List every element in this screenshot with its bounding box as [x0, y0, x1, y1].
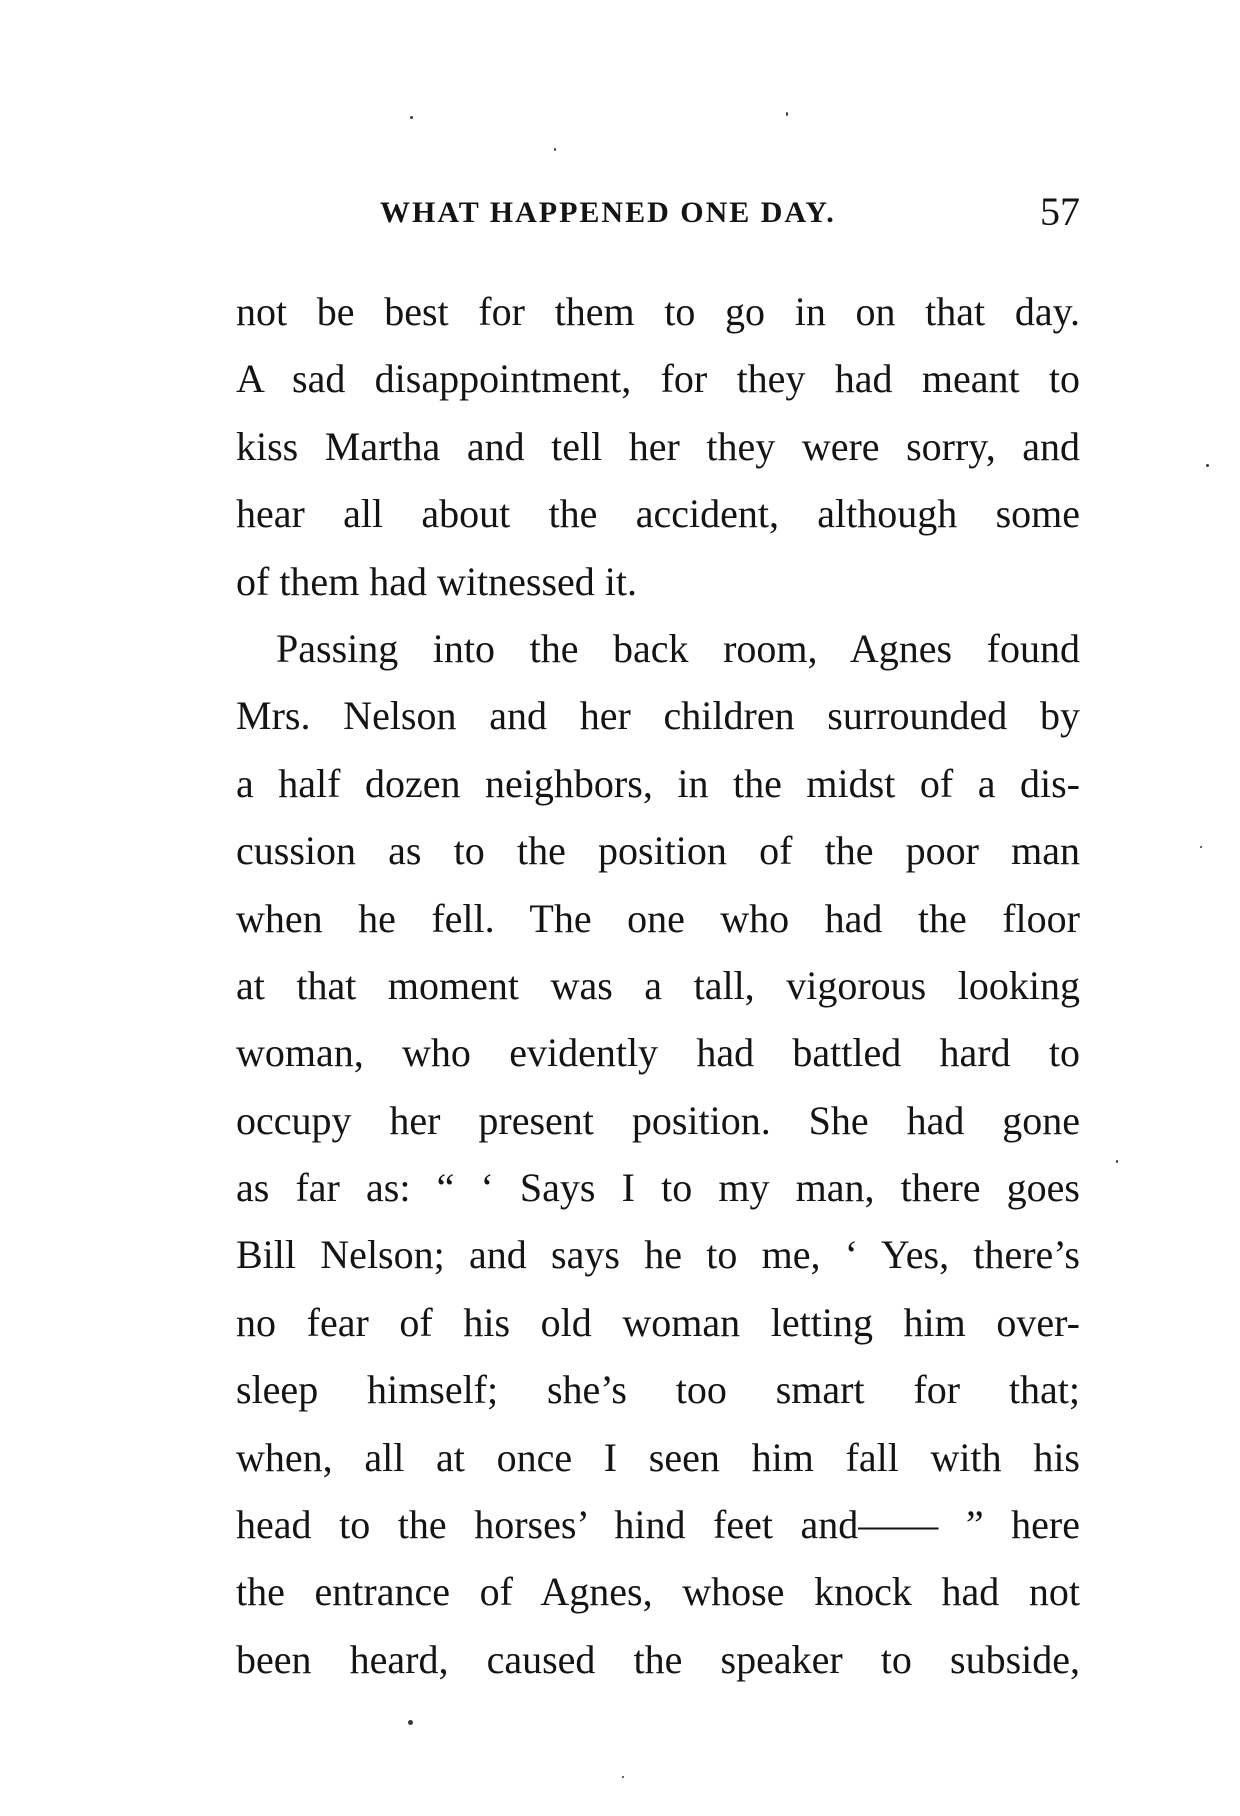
text-line: woman, who evidently had battled hard to	[236, 1030, 1080, 1076]
text-line: sleep himself; she’s too smart for that;	[236, 1367, 1080, 1413]
text-line: not be best for them to go in on that day.	[236, 289, 1080, 334]
text-line: of them had witnessed it.	[236, 558, 638, 604]
text-line: when, all at once I seen him fall with his	[236, 1434, 1080, 1480]
paragraph-1	[236, 278, 1080, 615]
paper-speck	[554, 148, 556, 151]
text-line: as far as: “ ‘ Says I to my man, there goes	[236, 1165, 1080, 1211]
running-title: WHAT HAPPENED ONE DAY.	[380, 196, 836, 229]
text-line: A sad disappointment, for they had meant to	[236, 356, 1080, 402]
paper-speck	[1116, 1160, 1118, 1163]
text-line: no fear of his old woman letting him over-	[236, 1299, 1080, 1345]
paragraph-2	[236, 615, 1080, 1693]
text-line: Bill Nelson; and says he to me, ‘ Yes, there’s	[236, 1232, 1080, 1278]
paper-speck	[622, 1776, 624, 1778]
text-line: cussion as to the position of the poor man	[236, 828, 1080, 874]
text-line: at that moment was a tall, vigorous looking	[236, 962, 1080, 1008]
running-head	[380, 188, 1080, 238]
text-line: Passing into the back room, Agnes found	[276, 625, 1080, 671]
text-line: kiss Martha and tell her they were sorry, and	[236, 423, 1080, 469]
text-line: Mrs. Nelson and her children surrounded by	[236, 693, 1080, 739]
paper-speck	[410, 116, 413, 119]
text-line: occupy her present position. She had gone	[236, 1097, 1080, 1143]
text-line: when he fell. The one who had the floor	[236, 895, 1080, 941]
text-line: the entrance of Agnes, whose knock had not	[236, 1569, 1080, 1615]
text-line: a half dozen neighbors, in the midst of a dis-	[236, 760, 1080, 806]
body-text	[236, 278, 1080, 1693]
paper-speck	[786, 112, 788, 116]
paper-speck	[1200, 846, 1202, 848]
paper-speck	[1206, 464, 1209, 467]
paper-speck	[408, 1720, 413, 1725]
text-line: hear all about the accident, although some	[236, 491, 1080, 537]
text-line: been heard, caused the speaker to subside,	[236, 1636, 1080, 1682]
text-line: head to the horses’ hind feet and—— ” here	[236, 1502, 1080, 1548]
page-number: 57	[1040, 189, 1080, 234]
